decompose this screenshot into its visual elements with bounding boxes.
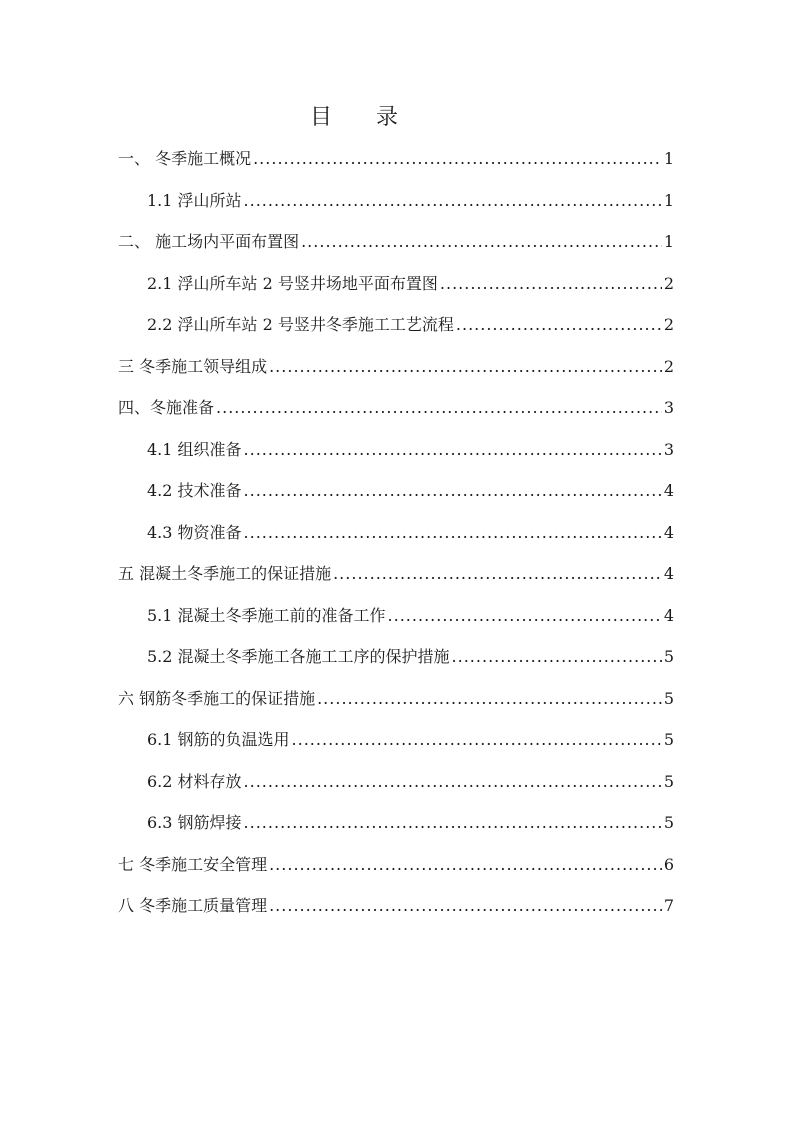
toc-entry-label: 5.1 混凝土冬季施工前的准备工作 xyxy=(147,605,386,625)
toc-leader-dots xyxy=(253,145,662,173)
toc-leader-dots xyxy=(244,477,662,505)
toc-entry-page: 5 xyxy=(663,813,674,832)
toc-entry-label: 五 混凝土冬季施工的保证措施 xyxy=(118,564,332,583)
toc-entry-page: 7 xyxy=(663,896,674,915)
toc-list xyxy=(118,145,674,934)
toc-leader-dots xyxy=(301,228,662,256)
toc-entry-label: 6.2 材料存放 xyxy=(147,771,242,791)
toc-entry[interactable] xyxy=(118,726,674,768)
toc-entry-label: 三 冬季施工领导组成 xyxy=(118,356,268,376)
toc-entry-label: 4.2 技术准备 xyxy=(147,481,242,500)
toc-entry[interactable] xyxy=(118,477,674,519)
toc-entry[interactable] xyxy=(118,228,674,270)
toc-leader-dots xyxy=(452,643,662,671)
toc-leader-dots xyxy=(216,394,662,422)
toc-entry[interactable] xyxy=(118,187,674,229)
toc-leader-dots xyxy=(269,353,662,381)
toc-entry-page: 5 xyxy=(663,647,674,666)
toc-entry-label: 6.3 钢筋焊接 xyxy=(147,813,242,832)
toc-leader-dots xyxy=(317,685,662,713)
toc-leader-dots xyxy=(440,270,662,298)
toc-entry-page: 6 xyxy=(663,854,674,874)
toc-entry-label: 六 钢筋冬季施工的保证措施 xyxy=(118,688,316,708)
toc-entry-label: 八 冬季施工质量管理 xyxy=(118,896,268,915)
toc-entry[interactable] xyxy=(118,394,674,436)
toc-entry-page: 4 xyxy=(663,605,674,625)
toc-leader-dots xyxy=(388,602,662,630)
toc-leader-dots xyxy=(333,560,662,588)
toc-entry-page: 3 xyxy=(663,439,674,459)
toc-entry-label: 二、 施工场内平面布置图 xyxy=(118,232,300,251)
toc-entry-page: 5 xyxy=(663,688,674,708)
toc-leader-dots xyxy=(244,187,662,215)
toc-entry-page: 5 xyxy=(663,771,674,791)
toc-entry-page: 4 xyxy=(663,481,674,500)
toc-leader-dots xyxy=(244,809,662,837)
toc-entry-label: 四、冬施准备 xyxy=(118,398,215,417)
toc-title xyxy=(0,100,708,131)
toc-entry[interactable] xyxy=(118,353,674,395)
toc-entry[interactable] xyxy=(118,145,674,187)
toc-entry[interactable] xyxy=(118,643,674,685)
toc-title-char-1: 目 xyxy=(309,105,332,130)
toc-entry[interactable] xyxy=(118,602,674,644)
toc-leader-dots xyxy=(269,851,662,879)
toc-entry[interactable] xyxy=(118,809,674,851)
toc-entry-label: 4.3 物资准备 xyxy=(147,522,242,542)
toc-entry-page: 4 xyxy=(663,564,674,583)
toc-entry-label: 一、 冬季施工概况 xyxy=(118,149,252,168)
toc-leader-dots xyxy=(244,436,662,464)
toc-leader-dots xyxy=(456,311,662,339)
toc-entry[interactable] xyxy=(118,270,674,312)
toc-entry-label: 5.2 混凝土冬季施工各施工工序的保护措施 xyxy=(147,647,450,666)
toc-entry-page: 3 xyxy=(663,398,674,417)
toc-leader-dots xyxy=(244,768,662,796)
toc-entry[interactable] xyxy=(118,311,674,353)
toc-entry-page: 1 xyxy=(663,190,674,210)
toc-entry[interactable] xyxy=(118,560,674,602)
toc-entry-page: 1 xyxy=(663,149,674,168)
toc-entry-page: 1 xyxy=(663,232,674,251)
toc-leader-dots xyxy=(292,726,662,754)
toc-entry-page: 2 xyxy=(663,356,674,376)
toc-entry-page: 2 xyxy=(663,315,674,334)
toc-entry-label: 2.1 浮山所车站 2 号竖井场地平面布置图 xyxy=(147,273,438,293)
toc-entry[interactable] xyxy=(118,519,674,561)
toc-entry-label: 七 冬季施工安全管理 xyxy=(118,854,268,874)
toc-entry[interactable] xyxy=(118,685,674,727)
toc-leader-dots xyxy=(244,519,662,547)
toc-entry-label: 2.2 浮山所车站 2 号竖井冬季施工工艺流程 xyxy=(147,315,454,334)
toc-entry-label: 4.1 组织准备 xyxy=(147,439,242,459)
toc-entry[interactable] xyxy=(118,851,674,893)
toc-leader-dots xyxy=(269,892,662,920)
toc-entry-label: 6.1 钢筋的负温选用 xyxy=(147,730,290,749)
toc-entry[interactable] xyxy=(118,892,674,934)
toc-entry-page: 2 xyxy=(663,273,674,293)
toc-entry[interactable] xyxy=(118,768,674,810)
toc-entry-page: 5 xyxy=(663,730,674,749)
toc-entry-label: 1.1 浮山所站 xyxy=(147,190,242,210)
toc-entry[interactable] xyxy=(118,436,674,478)
toc-entry-page: 4 xyxy=(663,522,674,542)
toc-title-char-2: 录 xyxy=(376,105,399,130)
